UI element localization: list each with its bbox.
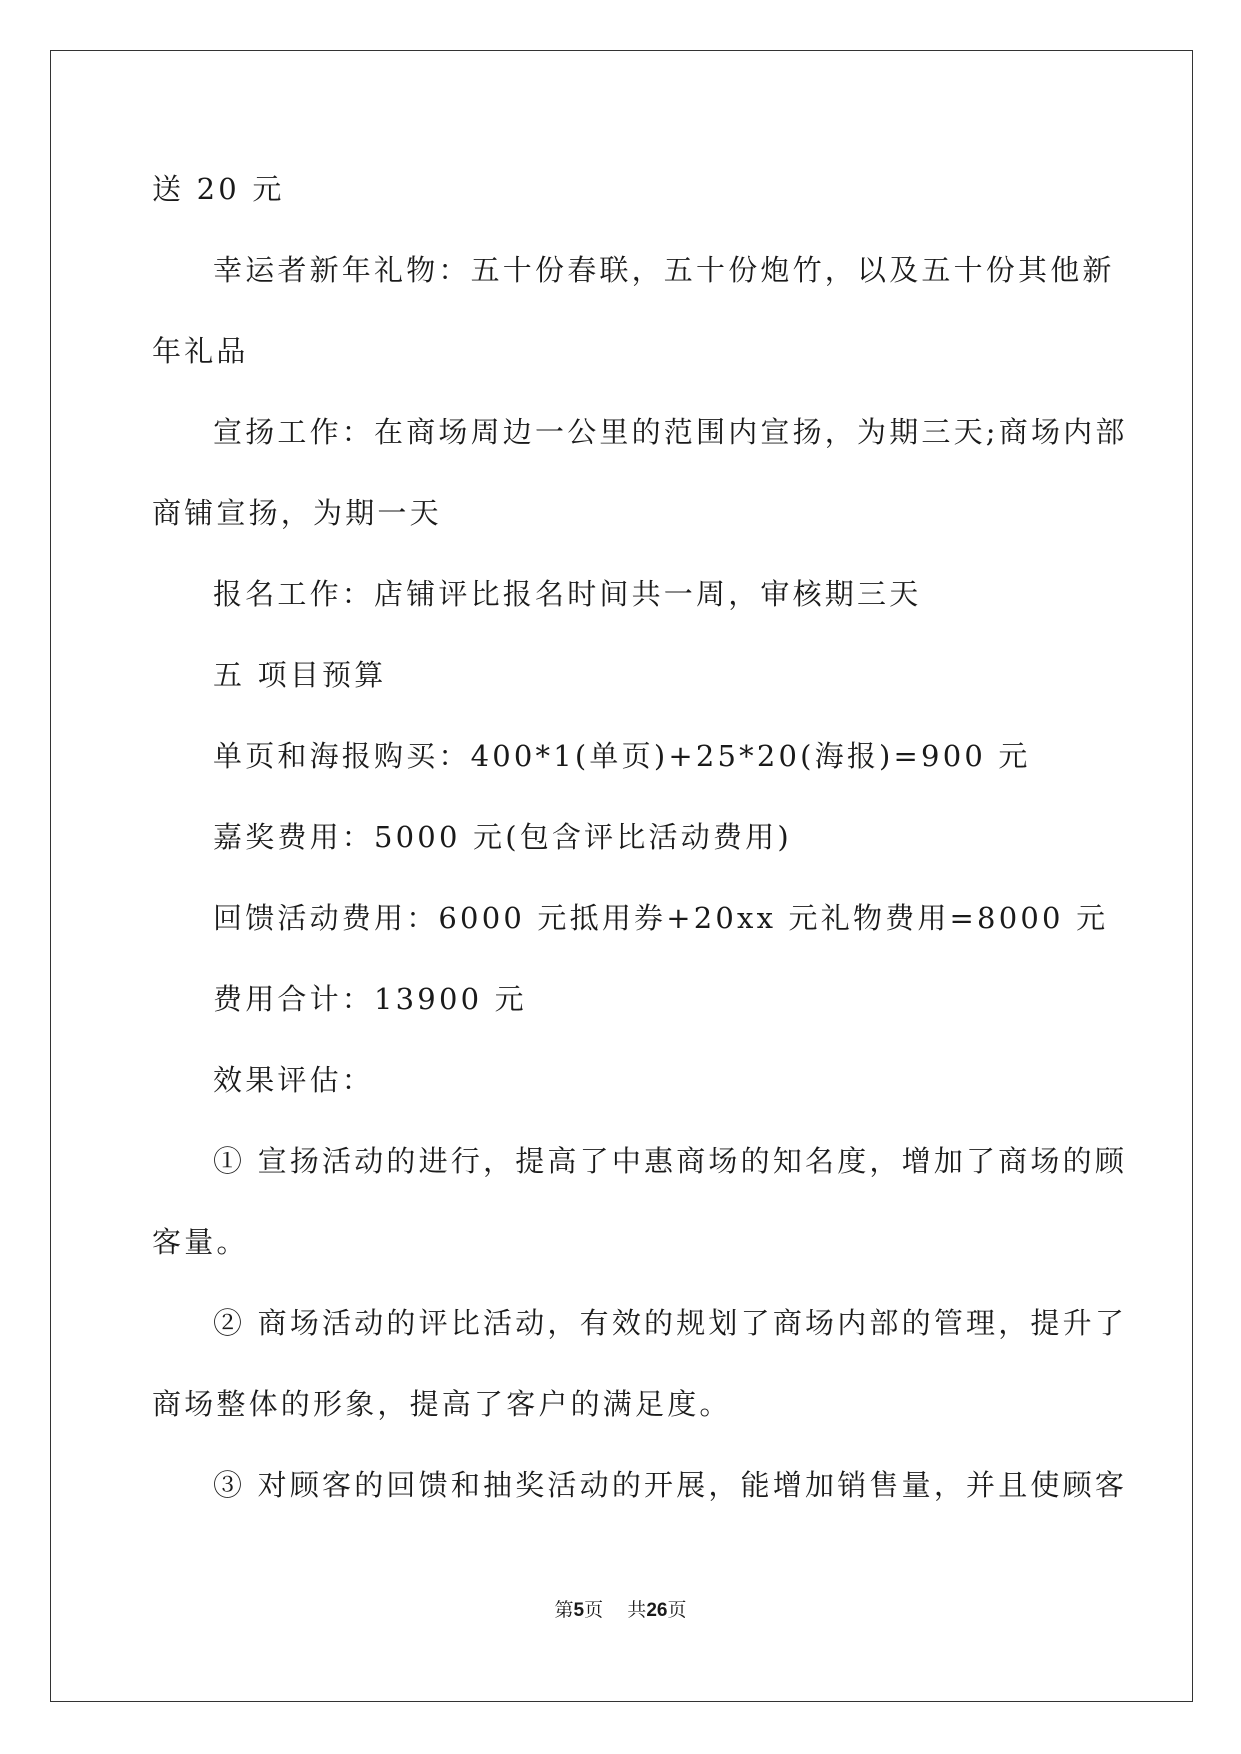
text-line: 送 20 元 [152,172,285,206]
text-line: 宣扬工作：在商场周边一公里的范围内宣扬，为期三天;商场内部 [213,415,1128,449]
text-line: 商铺宣扬，为期一天 [152,496,442,530]
footer-page-suffix: 页 [584,1599,604,1621]
section-heading: 五 项目预算 [213,658,387,692]
footer-prefix: 第 [554,1599,574,1621]
footer-total-suffix: 页 [667,1599,687,1621]
text-line: ① 宣扬活动的进行，提高了中惠商场的知名度，增加了商场的顾 [213,1144,1128,1178]
text-line: 回馈活动费用：6000 元抵用券+20xx 元礼物费用=8000 元 [213,901,1109,935]
page-border [50,50,1193,1702]
text-line: 效果评估： [213,1063,375,1097]
footer-total-prefix: 共 [627,1599,647,1621]
page-footer [0,1598,1241,1623]
total-pages: 26 [646,1600,668,1621]
text-line: 费用合计：13900 元 [213,982,527,1016]
text-line: 客量。 [152,1225,249,1259]
text-line: ② 商场活动的评比活动，有效的规划了商场内部的管理，提升了 [213,1306,1128,1340]
text-line: 年礼品 [152,334,249,368]
text-line: 报名工作：店铺评比报名时间共一周，审核期三天 [213,577,922,611]
page-number: 5 [573,1600,585,1621]
text-line: 商场整体的形象，提高了客户的满足度。 [152,1387,732,1421]
text-line: 单页和海报购买：400*1(单页)+25*20(海报)=900 元 [213,739,1031,773]
text-line: 幸运者新年礼物：五十份春联，五十份炮竹，以及五十份其他新 [213,253,1115,287]
text-line: ③ 对顾客的回馈和抽奖活动的开展，能增加销售量，并且使顾客 [213,1468,1128,1502]
text-line: 嘉奖费用：5000 元(包含评比活动费用) [213,820,792,854]
